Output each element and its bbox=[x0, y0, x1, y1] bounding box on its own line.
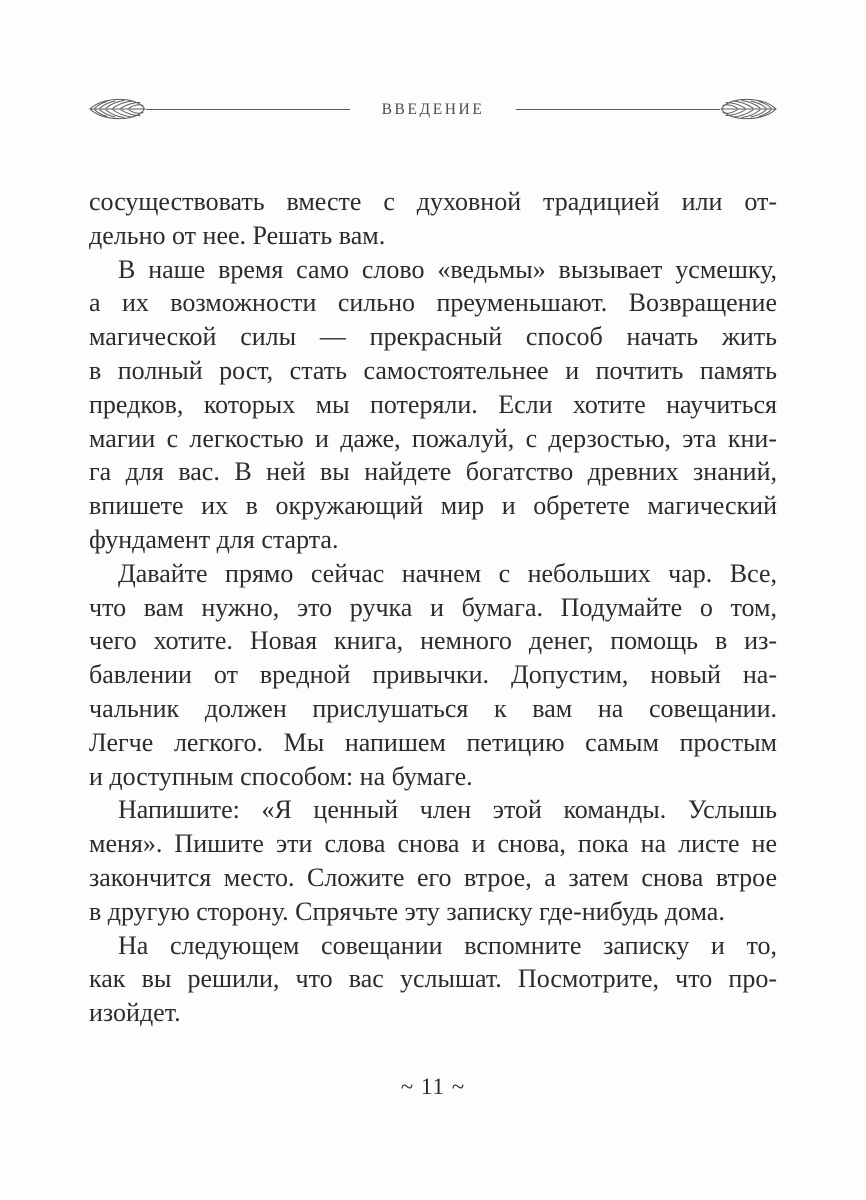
text-line: В наше время само слово «ведьмы» вызывает усмешку, bbox=[118, 254, 777, 284]
text-line: сосуществовать вместе с духовной традицией или от- bbox=[89, 187, 777, 216]
text-line: га для вас. В ней вы найдете богатство древних знаний, bbox=[89, 457, 777, 487]
text-line: а их возможности сильно преуменьшают. Возвращение bbox=[89, 288, 777, 318]
text-line: в другую сторону. Спрячьте эту записку где-нибудь дома. bbox=[89, 896, 725, 926]
text-line: и доступным способом: на бумаге. bbox=[89, 761, 473, 791]
text-line: в полный рост, стать самостоятельнее и почтить память bbox=[89, 355, 777, 385]
page-header bbox=[88, 94, 778, 124]
text-line: меня». Пишите эти слова снова и снова, пока на листе не bbox=[89, 829, 777, 859]
header-rule-left bbox=[146, 109, 350, 110]
text-line: На следующем совещании вспомните записку и то, bbox=[118, 930, 777, 960]
text-line: чальник должен прислушаться к вам на совещании. bbox=[89, 693, 777, 723]
text-line: магии с легкостью и даже, пожалуй, с дерзостью, эта кни- bbox=[89, 423, 777, 453]
text-line: предков, которых мы потеряли. Если хотите научиться bbox=[89, 389, 777, 419]
text-line: изойдет. bbox=[89, 998, 181, 1028]
text-line: фундамент для старта. bbox=[89, 524, 339, 554]
text-line: магической силы — прекрасный способ начать жить bbox=[89, 322, 777, 352]
text-line: дельно от нее. Решать вам. bbox=[89, 220, 386, 250]
text-line: как вы решили, что вас услышат. Посмотрите, что про- bbox=[89, 964, 777, 994]
page-header-title: ВВЕДЕНИЕ bbox=[381, 100, 485, 118]
header-rule-right bbox=[516, 109, 720, 110]
leaf-arrow-left-icon bbox=[88, 96, 146, 122]
page-number: ~ 11 ~ bbox=[400, 1074, 466, 1099]
leaf-arrow-right-icon bbox=[720, 96, 778, 122]
text-line: Легче легкого. Мы напишем петицию самым простым bbox=[89, 727, 777, 757]
text-line: чего хотите. Новая книга, немного денег, помощь в из- bbox=[89, 626, 777, 656]
text-line: что вам нужно, это ручка и бумага. Подумайте о том, bbox=[89, 592, 777, 622]
text-line: бавлении от вредной привычки. Допустим, новый на- bbox=[89, 660, 777, 690]
text-line: впишете их в окружающий мир и обретете магический bbox=[89, 491, 777, 521]
body-text bbox=[89, 185, 777, 1030]
text-line: Давайте прямо сейчас начнем с небольших чар. Все, bbox=[118, 558, 777, 588]
text-line: Напишите: «Я ценный член этой команды. Услышь bbox=[118, 795, 777, 825]
text-line: закончится место. Сложите его втрое, а затем снова втрое bbox=[89, 862, 777, 892]
